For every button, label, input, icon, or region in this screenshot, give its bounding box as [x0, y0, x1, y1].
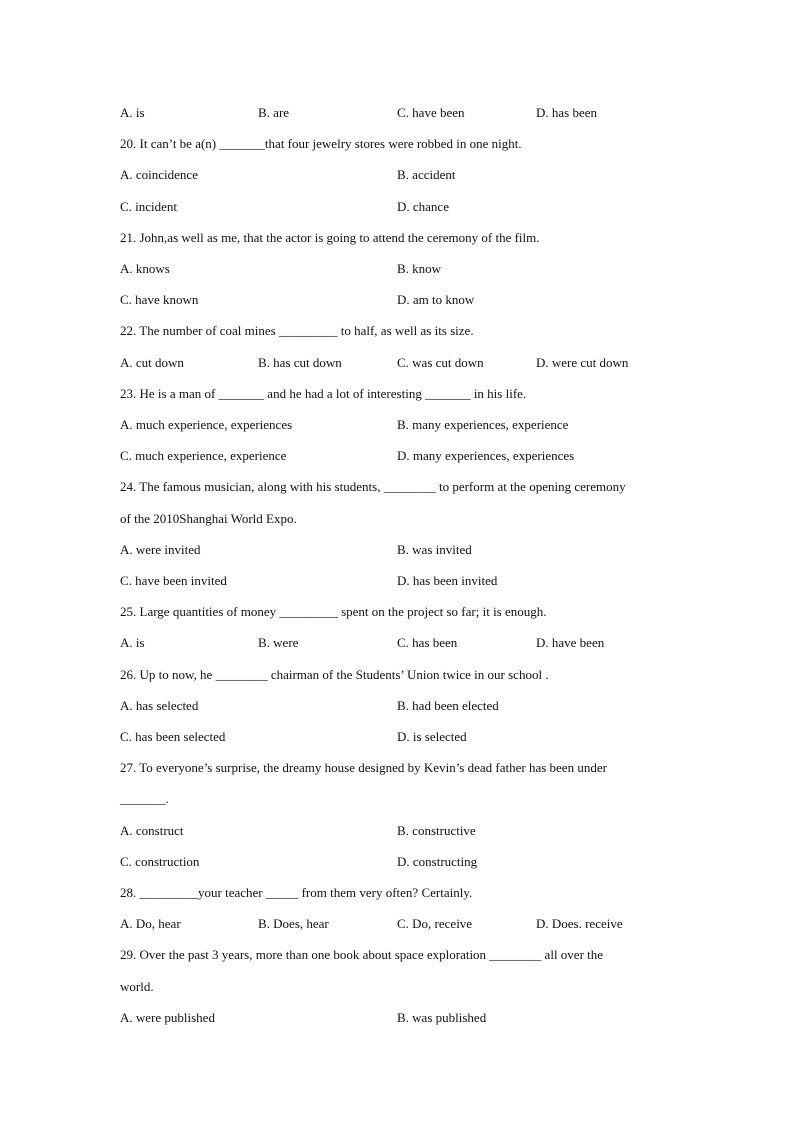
answer-option: B. was published: [397, 1010, 487, 1025]
answer-option: A. coincidence: [120, 167, 198, 182]
answer-option: C. Do, receive: [397, 916, 473, 931]
answer-option: D. chance: [397, 199, 449, 214]
question-text: 27. To everyone’s surprise, the dreamy house designed by Kevin’s dead father has been under: [120, 760, 607, 775]
answer-option: B. are: [258, 105, 290, 120]
answer-option: C. much experience, experience: [120, 448, 287, 463]
question-text: 25. Large quantities of money _________ spent on the project so far; it is enough.: [120, 604, 547, 619]
answer-option: C. construction: [120, 854, 200, 869]
question-text: 29. Over the past 3 years, more than one book about space exploration ________ all over the: [120, 947, 604, 962]
question-text: 23. He is a man of _______ and he had a lot of interesting _______ in his life.: [120, 386, 527, 401]
question-text: 24. The famous musician, along with his students, ________ to perform at the opening ceremony: [120, 479, 626, 494]
answer-option: D. have been: [536, 635, 605, 650]
question-text: 22. The number of coal mines _________ to half, as well as its size.: [120, 323, 474, 338]
answer-option: C. have been invited: [120, 573, 227, 588]
answer-option: C. has been: [397, 635, 458, 650]
answer-option: C. was cut down: [397, 355, 484, 370]
question-text: 20. It can’t be a(n) _______that four jewelry stores were robbed in one night.: [120, 136, 522, 151]
answer-option: B. accident: [397, 167, 456, 182]
question-text: 28. _________your teacher _____ from them very often? Certainly.: [120, 885, 473, 900]
question-text: _______.: [120, 791, 169, 806]
answer-option: A. cut down: [120, 355, 184, 370]
answer-option: A. knows: [120, 261, 170, 276]
answer-option: D. were cut down: [536, 355, 629, 370]
answer-option: A. were published: [120, 1010, 215, 1025]
question-text: 21. John,as well as me, that the actor is going to attend the ceremony of the film.: [120, 230, 540, 245]
question-text: 26. Up to now, he ________ chairman of the Students’ Union twice in our school .: [120, 667, 549, 682]
answer-option: A. were invited: [120, 542, 201, 557]
answer-option: A. much experience, experiences: [120, 417, 293, 432]
answer-option: D. has been invited: [397, 573, 498, 588]
question-text: of the 2010Shanghai World Expo.: [120, 511, 297, 526]
answer-option: C. have been: [397, 105, 465, 120]
answer-option: B. Does, hear: [258, 916, 329, 931]
answer-option: D. has been: [536, 105, 598, 120]
answer-option: B. constructive: [397, 823, 476, 838]
answer-option: A. is: [120, 635, 145, 650]
answer-option: D. Does. receive: [536, 916, 623, 931]
answer-option: C. has been selected: [120, 729, 226, 744]
question-text: world.: [120, 979, 154, 994]
answer-option: B. many experiences, experience: [397, 417, 569, 432]
answer-option: A. construct: [120, 823, 184, 838]
answer-option: A. Do, hear: [120, 916, 181, 931]
answer-option: B. know: [397, 261, 442, 276]
answer-option: B. was invited: [397, 542, 472, 557]
answer-option: C. have known: [120, 292, 199, 307]
answer-option: A. is: [120, 105, 145, 120]
answer-option: B. were: [258, 635, 299, 650]
answer-option: D. is selected: [397, 729, 467, 744]
answer-option: D. many experiences, experiences: [397, 448, 575, 463]
answer-option: D. am to know: [397, 292, 475, 307]
answer-option: B. had been elected: [397, 698, 499, 713]
answer-option: A. has selected: [120, 698, 199, 713]
answer-option: C. incident: [120, 199, 178, 214]
answer-option: D. constructing: [397, 854, 478, 869]
answer-option: B. has cut down: [258, 355, 342, 370]
